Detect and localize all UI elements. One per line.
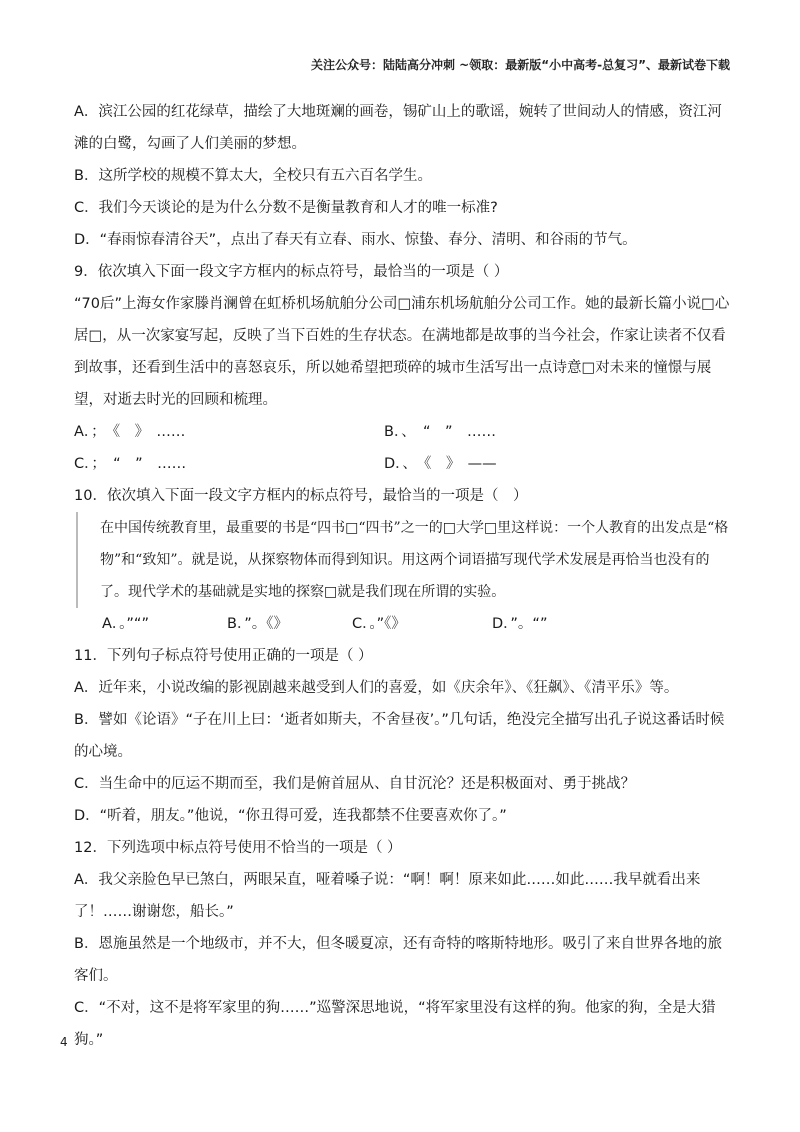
q9-options-row-2: [74, 448, 734, 480]
q9-passage: “70后”上海女作家滕肖澜曾在虹桥机场航舶分公司□浦东机场航舶分公司工作。她的最新长篇小说□心居□，从一次家宴写起，反映了当下百姓的生存状态。在满地都是故事的当今社会，作家让读者不仅看到故事，还看到生活中的喜怒哀乐，所以她希望把琐碎的城市生活写出一点诗意□对未来的憧憬与展望，对逝去时光的回顾和梳理。: [74, 296, 730, 408]
q8-option-c: C．我们今天谈论的是为什么分数不是衡量教育和人才的唯一标准?: [74, 200, 498, 216]
q10-stem: 10．依次填入下面一段文字方框内的标点符号，最恰当的一项是（ ）: [74, 488, 528, 504]
q10-options: [74, 608, 734, 640]
q8-option-d: D．“春雨惊春清谷天”，点出了春天有立春、雨水、惊蛰、春分、清明、和谷雨的节气。: [74, 232, 637, 248]
q9-option-c: C．； “ ” ……: [74, 456, 187, 472]
q11-option-d: D．“听着，朋友。”他说，“你丑得可爱，连我都禁不住要喜欢你了。”: [74, 808, 507, 824]
q12-stem: 12．下列选项中标点符号使用不恰当的一项是（ ）: [74, 840, 402, 856]
q9-option-d: D．、 《 》 ——: [384, 456, 497, 472]
q9-stem: 9．依次填入下面一段文字方框内的标点符号，最恰当的一项是（ ）: [74, 264, 509, 280]
q11-option-c: C．当生命中的厄运不期而至，我们是俯首屈从、自甘沉沦？还是积极面对、勇于挑战？: [74, 776, 636, 792]
q12-option-a: A．我父亲脸色早已煞白，两眼呆直，哑着嗓子说：“啊！啊！原来如此……如此……我早就看出来了！……谢谢您，船长。”: [74, 872, 701, 920]
q12-option-b: B．恩施虽然是一个地级市，并不大，但冬暖夏凉，还有奇特的喀斯特地形。吸引了来自世界各地的旅客们。: [74, 936, 722, 984]
q10-passage: 在中国传统教育里，最重要的书是“四书□“四书”之一的□大学□里这样说：一个人教育的出发点是“格物”和“致知”。就是说，从探察物体而得到知识。用这两个词语描写现代学术发展是再恰当也没有的了。现代学术的基础就是实地的探察□就是我们现在所谓的实验。: [100, 520, 729, 600]
q12-option-c: C．“不对，这不是将军家里的狗……”巡警深思地说，“将军家里没有这样的狗。他家的狗，全是大猎狗。”: [74, 1000, 716, 1048]
q10-option-b: B．”。《》: [227, 616, 288, 632]
q11-option-a: A．近年来，小说改编的影视剧越来越受到人们的喜爱，如《庆余年》、《狂飙》、《清平乐》等。: [74, 680, 679, 696]
q10-option-c: C．。”《》: [352, 616, 406, 632]
q9-options-row-1: [74, 416, 734, 448]
q9-option-a: A．； 《 》 ……: [74, 424, 186, 440]
question-content: [74, 96, 734, 1056]
q11-option-b: B．譬如《论语》“子在川上曰：‘逝者如斯夫，不舍昼夜’。”几句话，绝没完全描写出孔子说这番话时候的心境。: [74, 712, 725, 760]
q10-passage-box: [76, 512, 734, 608]
page-header: 关注公众号：陆陆高分冲刺 ~领取：最新版“小中高考-总复习”、最新试卷下载: [311, 58, 730, 72]
q10-option-d: D．”。“”: [492, 616, 548, 632]
q8-option-a: A．滨江公园的红花绿草，描绘了大地斑斓的画卷，锡矿山上的歌谣，婉转了世间动人的情感，资江河滩的白鹭，勾画了人们美丽的梦想。: [74, 104, 722, 152]
page-number: 4: [60, 1035, 68, 1049]
q9-option-b: B．、 “ ” ……: [384, 424, 496, 440]
q8-option-b: B．这所学校的规模不算太大，全校只有五六百名学生。: [74, 168, 432, 184]
q10-option-a: A．。”“”: [102, 616, 149, 632]
q11-stem: 11．下列句子标点符号使用正确的一项是（ ）: [74, 648, 373, 664]
